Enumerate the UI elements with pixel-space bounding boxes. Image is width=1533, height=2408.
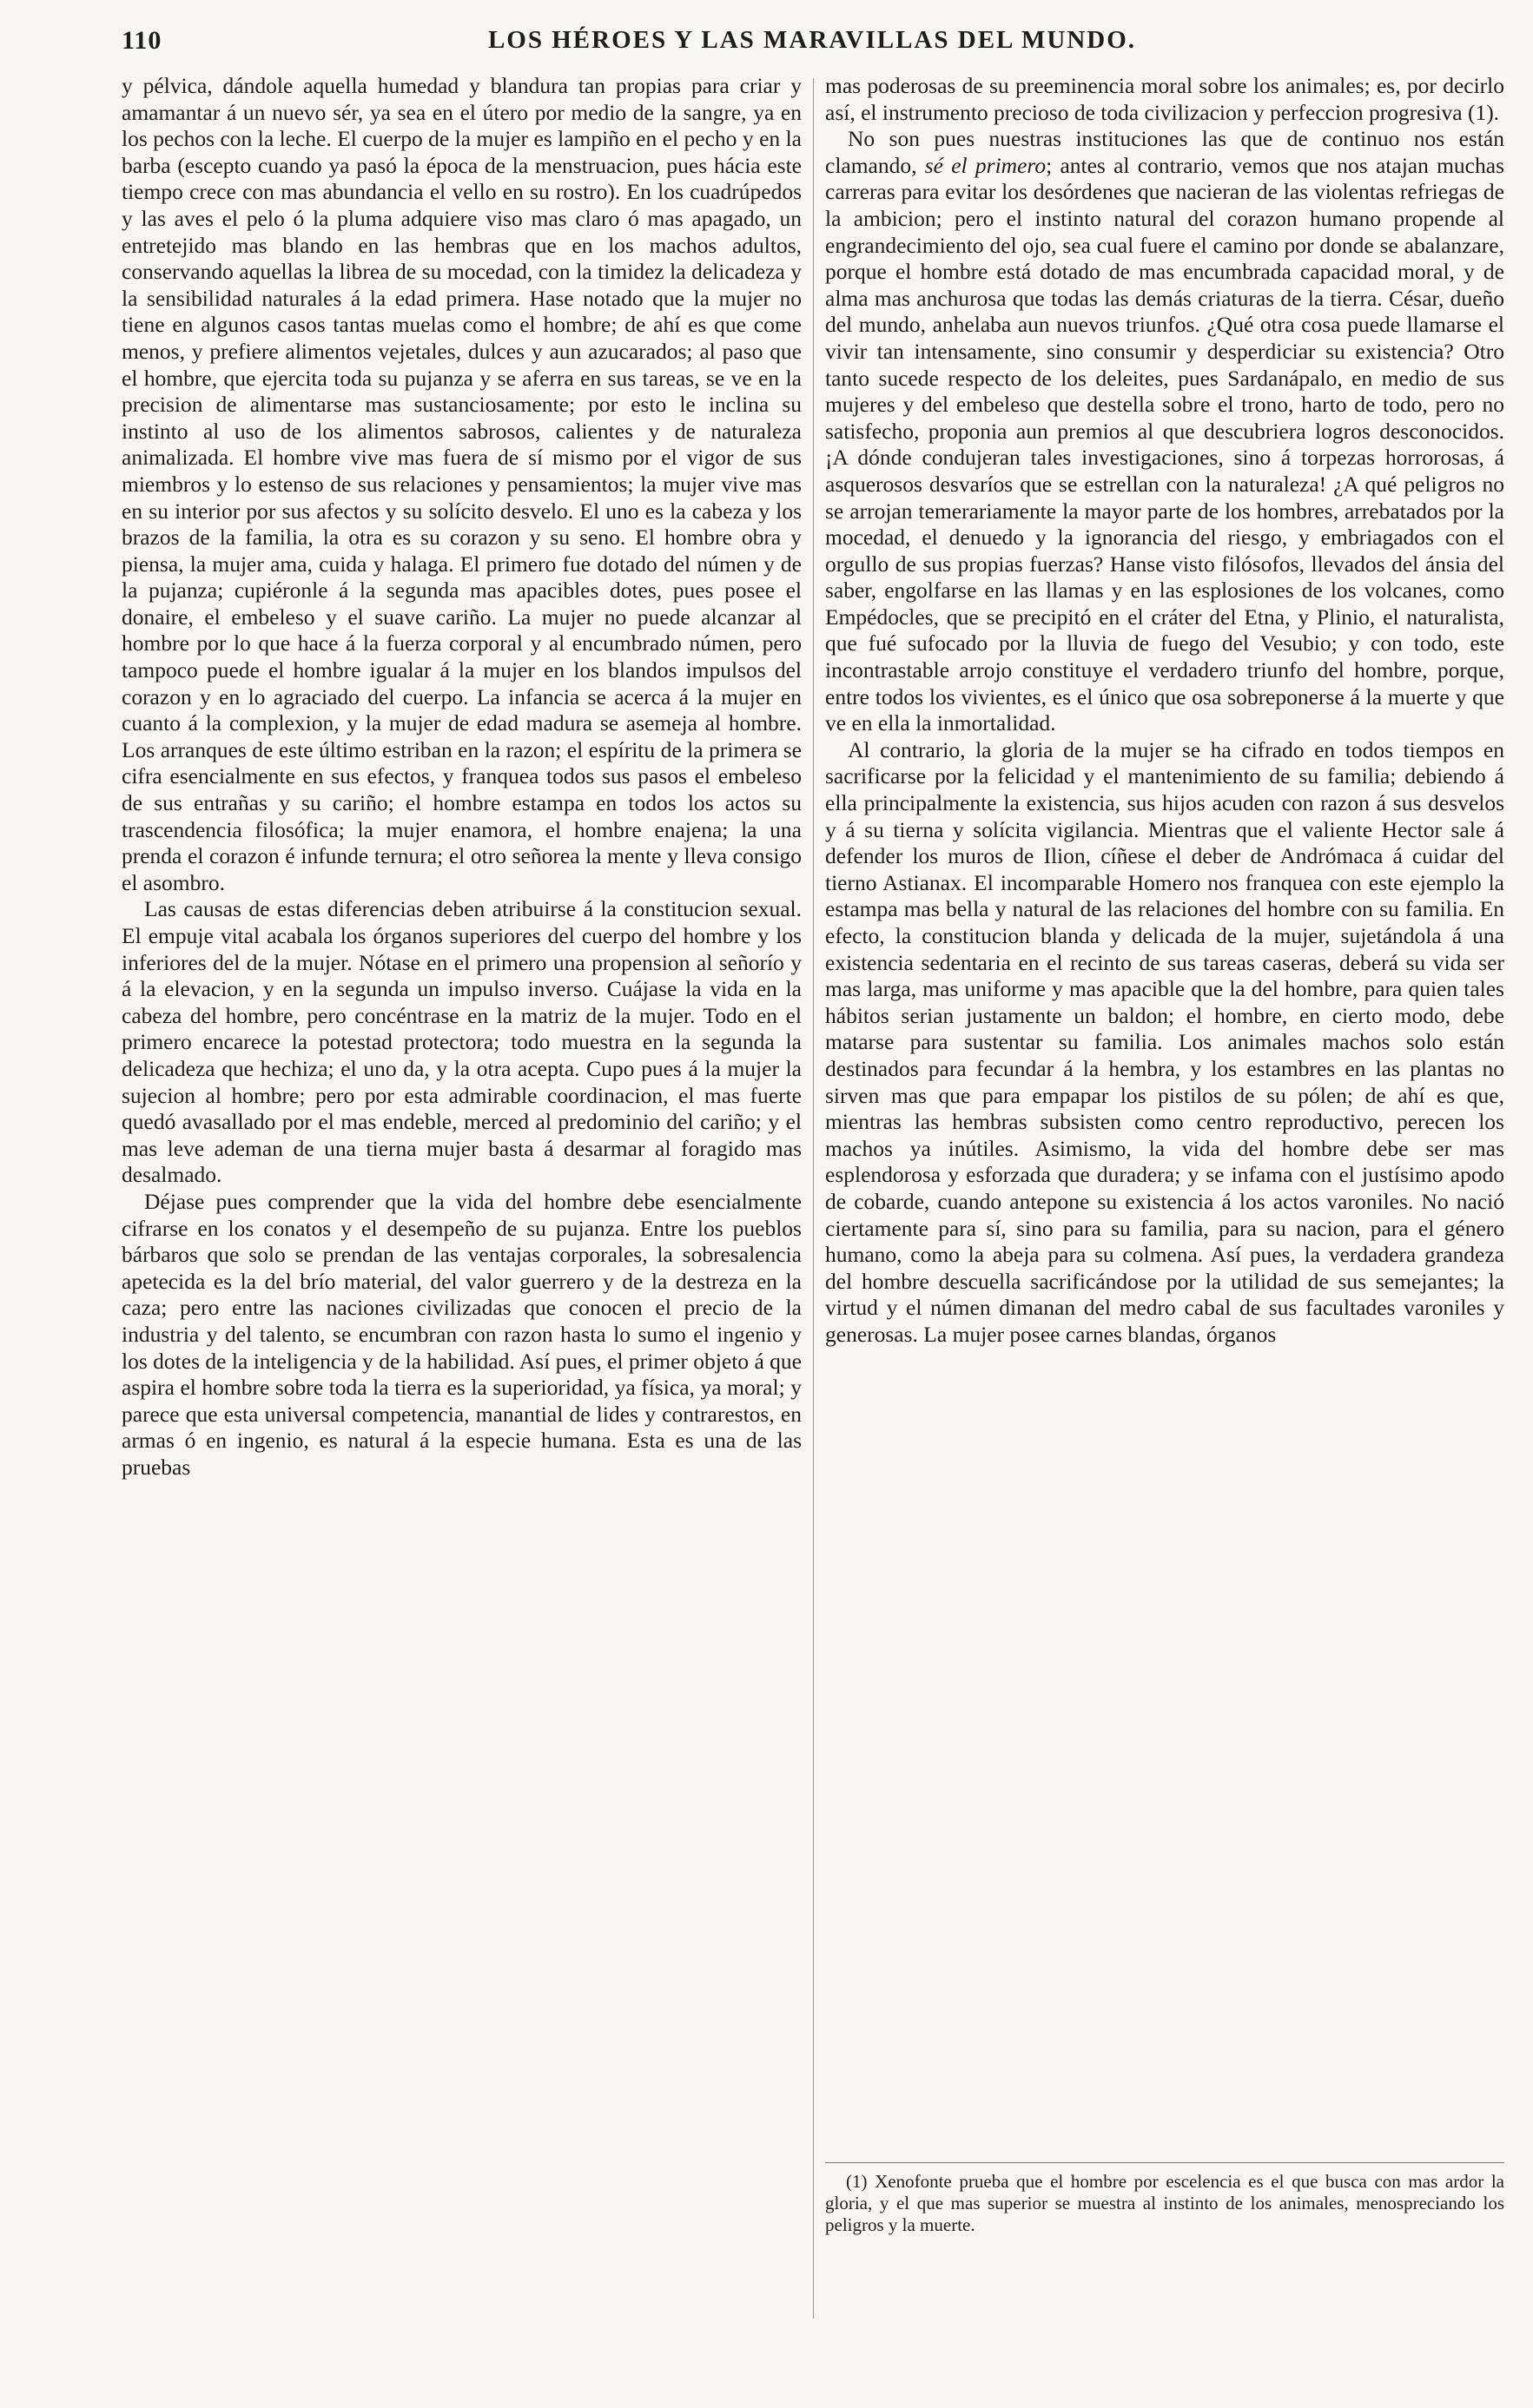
right-paragraph-2-start: No son pues nuestras instituciones las que de continuo nos están clamando,: [825, 126, 1504, 178]
left-column: [122, 73, 802, 1481]
running-header: [122, 26, 1503, 69]
right-paragraph-1: mas poderosas de su preeminencia moral sobre los animales; es, por decirlo así, el instrumento precioso de toda civilizacion y perfeccion progresiva (1).: [825, 73, 1504, 125]
footnote: [825, 2171, 1504, 2236]
right-paragraph-2: [825, 126, 1504, 737]
left-paragraph-1: y pélvica, dándole aquella humedad y blandura tan propias para criar y amamantar á un nuevo sér, ya sea en el útero por medio de la sangre, ya en los pechos con la leche. El cuerpo de la mujer es lampiño en el pecho y en la barba (escepto cuando ya pasó la época de la menstruacion, pues hácia este tiempo crece con mas abundancia el vello en su rostro). En los cuadrúpedos y las aves el pelo ó la pluma adquiere viso mas claro ó mas apagado, un entretejido mas blando en las hembras que en los machos adultos, conservando aquellas la librea de su mocedad, con la timidez la delicadeza y la sensibilidad naturales á la edad primera. Hase notado que la mujer no tiene en algunos casos tantas muelas como el hombre; de ahí es que come menos, y prefiere alimentos vejetales, dulces y aun azucarados; al paso que el hombre, que ejercita toda su pujanza y se aferra en sus tareas, se ve en la precision de alimentarse mas sustanciosamente; por esto le inclina su instinto al uso de los alimentos sabrosos, calientes y de naturaleza animalizada. El hombre vive mas fuera de sí mismo por el vigor de sus miembros y lo estenso de sus relaciones y pensamientos; la mujer vive mas en su interior por sus afectos y su solícito desvelo. El uno es la cabeza y los brazos de la familia, la otra es su corazon y su seno. El hombre obra y piensa, la mujer ama, cuida y halaga. El primero fue dotado del númen y de la pujanza; cupiéronle á la segunda mas apacibles dotes, pues posee el donaire, el embeleso y el suave cariño. La mujer no puede alcanzar al hombre por lo que hace á la fuerza corporal y al encumbrado númen, pero tampoco puede el hombre igualar á la mujer en los blandos impulsos del corazon y en lo agraciado del cuerpo. La infancia se acerca á la mujer en cuanto á la complexion, y la mujer de edad madura se asemeja al hombre. Los arranques de este último estriban en la razon; el espíritu de la primera se cifra esencialmente en sus efectos, y franquea todos sus pasos el embeleso de sus entrañas y su cariño; el hombre estampa en todos los actos su trascendencia filosófica; la mujer enamora, el hombre enajena; la una prenda el corazon é infunde ternura; el otro señorea la mente y lleva consigo el asombro.: [122, 73, 802, 895]
right-column: [825, 73, 1504, 1349]
footnote-text: (1) Xenofonte prueba que el hombre por escelencia es el que busca con mas ardor la gloria, y el que mas superior se muestra al instinto de los animales, menospreciando los peligros y la muerte.: [825, 2171, 1504, 2235]
right-paragraph-2-rest: ; antes al contrario, vemos que nos atajan muchas carreras para evitar los desórdenes que nacieran de las violentas refriegas de la ambicion; pero el instinto natural del corazon humano propende al engrandecimiento del ojo, sea cual fuere el camino por donde se abalanzare, porque el hombre está dotado de mas encumbrada capacidad moral, y de alma mas anchurosa que todas las demás criaturas de la tierra. César, dueño del mundo, anhelaba aun nuevos triunfos. ¿Qué otra cosa puede llamarse el vivir tan intensamente, sino consumir y desperdiciar su existencia? Otro tanto sucede respecto de los deleites, pues Sardanápalo, en medio de sus mujeres y del embeleso que destella sobre el trono, harto de todo, pero no satisfecho, proponia aun premios al que descubriera logros desconocidos. ¡A dónde condujeran tales investigaciones, sino á torpezas horrorosas, á asquerosos desvaríos que se estrellan con la naturaleza! ¿A qué peligros no se arrojan temerariamente la mayor parte de los hombres, arrebatados por la mocedad, el denuedo y la ignorancia del riesgo, y embriagados con el orgullo de sus propias fuerzas? Hanse visto filósofos, llevados del ánsia del saber, engolfarse en las llamas y en las esplosiones de los volcanes, como Empédocles, que se precipitó en el cráter del Etna, y Plinio, el naturalista, que fué sufocado por la lluvia de fuego del Vesubio; y con todo, este incontrastable arrojo constituye el verdadero triunfo del hombre, porque, entre todos los vivientes, es el único que osa sobreponerse á la muerte y que ve en ella la inmortalidad.: [825, 152, 1504, 736]
column-divider: [813, 78, 814, 2319]
running-title: LOS HÉROES Y LAS MARAVILLAS DEL MUNDO.: [487, 26, 1137, 54]
right-paragraph-3: Al contrario, la gloria de la mujer se ha cifrado en todos tiempos en sacrificarse por la felicidad y el mantenimiento de su familia; debiendo á ella principalmente la existencia, sus hijos acuden con razon á sus desvelos y á su tierna y solícita vigilancia. Mientras que el valiente Hector sale á defender los muros de Ilion, cíñese el deber de Andrómaca á cuidar del tierno Astianax. El incomparable Homero nos franquea con este ejemplo la estampa mas bella y natural de las relaciones del hombre con su familia. En efecto, la constitucion blanda y delicada de la mujer, sujetándola á una existencia sedentaria en el recinto de sus tareas caseras, deberá su vida ser mas larga, mas uniforme y mas apacible que la del hombre, para quien tales hábitos serian justamente un baldon; el hombre, en cierto modo, debe matarse para sustentar su familia. Los animales machos solo están destinados para fecundar á la hembra, y los estambres en las plantas no sirven mas que para empapar los pistilos de su pólen; de ahí es que, mientras las hembras subsisten como centro reproductivo, perecen los machos ya inútiles. Asimismo, la vida del hombre debe ser mas esplendorosa y esforzada que duradera; y se infama con el justísimo apodo de cobarde, cuando antepone su existencia á los actos varoniles. No nació ciertamente para sí, sino para su familia, para su nacion, para el género humano, como la abeja para su colmena. Así pues, la verdadera grandeza del hombre descuella sacrificándose por la utilidad de sus semejantes; la virtud y el númen dimanan del medro cabal de sus facultades varoniles y generosas. La mujer posee carnes blandas, órganos: [825, 736, 1504, 1347]
footnote-divider: [825, 2162, 1504, 2163]
left-paragraph-2: Las causas de estas diferencias deben atribuirse á la constitucion sexual. El empuje vital acabala los órganos superiores del cuerpo del hombre y los inferiores del de la mujer. Nótase en el primero una propension al señorío y á la elevacion, y en la segunda un impulso inverso. Cuájase la vida en la cabeza del hombre, pero concéntrase en la matriz de la mujer. Todo en el primero encarece la potestad protectora; todo muestra en la segunda la delicadeza que hechiza; el uno da, y la otra acepta. Cupo pues á la mujer la sujecion al hombre; pero por esta admirable coordinacion, el mas fuerte quedó avasallado por el mas endeble, merced al predominio del cariño; y el mas leve ademan de una tierna mujer basta á desarmar al foragido mas desalmado.: [122, 896, 802, 1188]
left-paragraph-3: Déjase pues comprender que la vida del hombre debe esencialmente cifrarse en los conatos y el desempeño de su pujanza. Entre los pueblos bárbaros que solo se prendan de las ventajas corporales, la sobresalencia apetecida es la del brío material, del valor guerrero y de la destreza en la caza; pero entre las naciones civilizadas que conocen el precio de la industria y del talento, se encumbran con razon hasta lo sumo el ingenio y los dotes de la inteligencia y de la habilidad. Así pues, el primer objeto á que aspira el hombre sobre toda la tierra es la superioridad, ya física, ya moral; y parece que esta universal competencia, manantial de lides y contrarestos, en armas ó en ingenio, es natural á la especie humana. Esta es una de las pruebas: [122, 1188, 802, 1480]
page-number: 110: [122, 26, 162, 55]
emphasis-se-el-primero: sé el primero: [924, 152, 1047, 178]
